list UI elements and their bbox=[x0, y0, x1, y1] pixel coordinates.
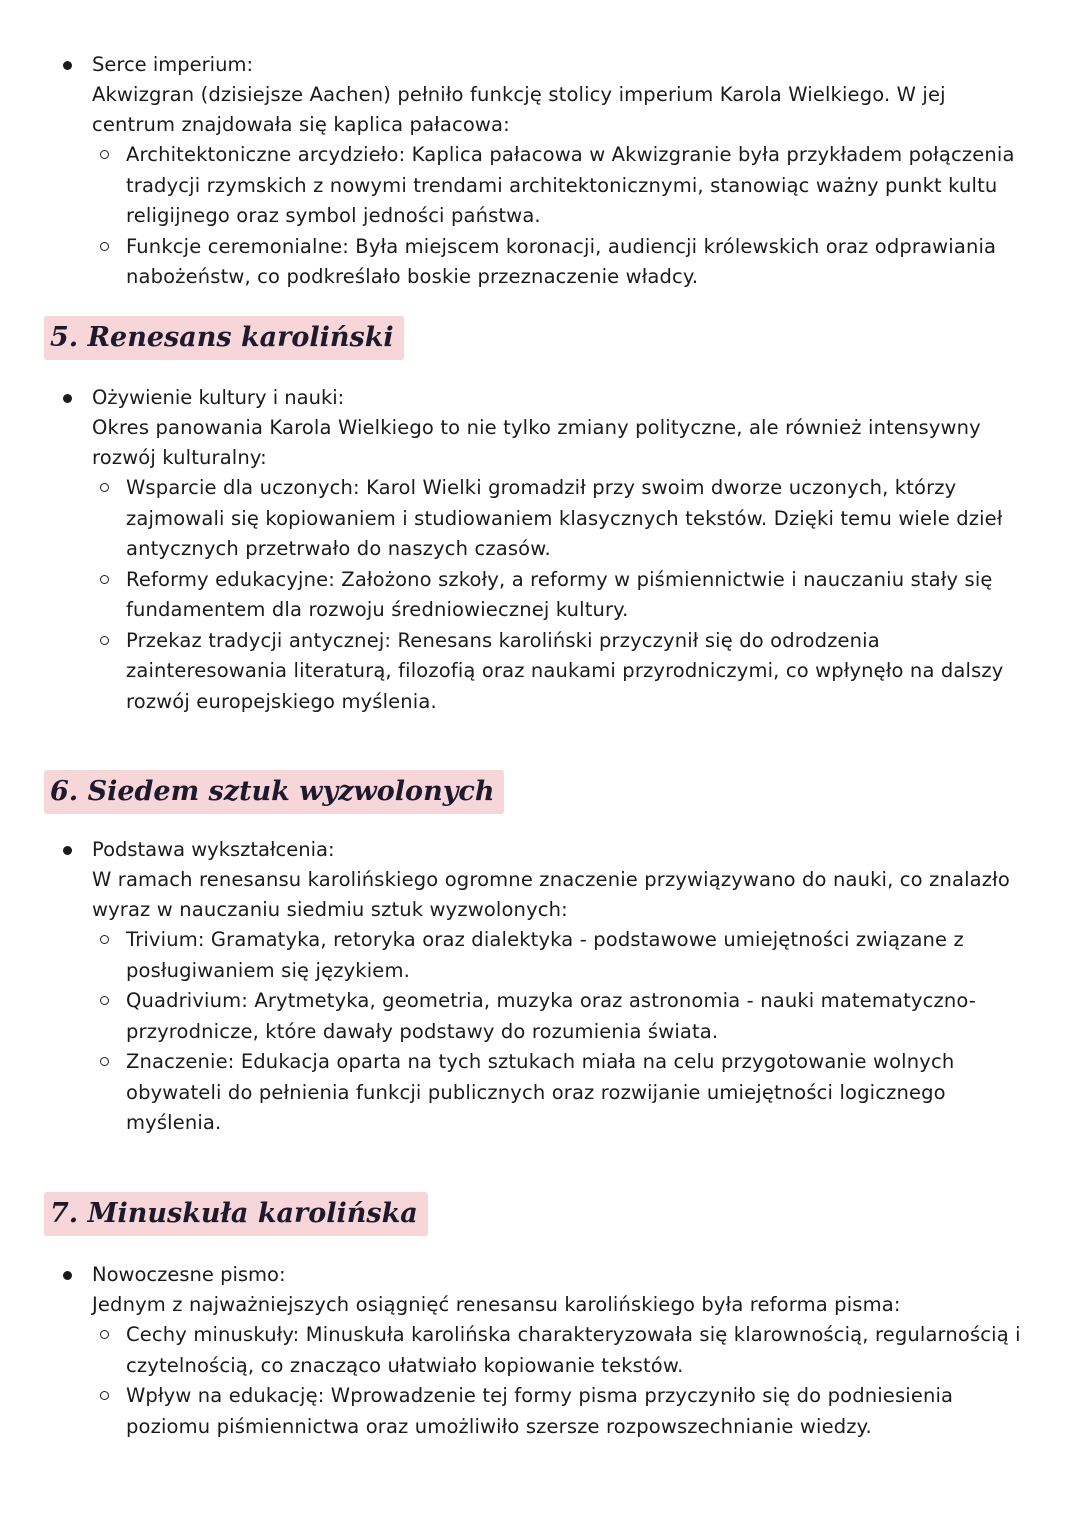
paragraph: Akwizgran (dzisiejsze Aachen) pełniło funkcję stolicy imperium Karola Wielkiego. W jej centrum znajdowała się kaplica pałacowa: bbox=[92, 83, 946, 136]
paragraph: Jednym z najważniejszych osiągnięć renesansu karolińskiego była reforma pisma: bbox=[92, 1293, 901, 1316]
circle-bullet-icon bbox=[100, 1057, 109, 1066]
bullet-item bbox=[0, 383, 1080, 413]
paragraph: Okres panowania Karola Wielkiego to nie tylko zmiany polityczne, ale również intensywny rozwój kulturalny: bbox=[92, 416, 981, 469]
sub-item-text: Quadrivium: Arytmetyka, geometria, muzyka oraz astronomia - nauki matematyczno-przyrodnicze, które dawały podstawy do rozumienia świata. bbox=[126, 989, 976, 1043]
sub-item-text: Znaczenie: Edukacja oparta na tych sztukach miała na celu przygotowanie wolnych obywateli do pełnienia funkcji publicznych oraz rozwijanie umiejętności logicznego myślenia. bbox=[126, 1050, 955, 1134]
sub-item bbox=[0, 626, 1080, 718]
bullet-title: Podstawa wykształcenia: bbox=[92, 838, 335, 861]
sub-item bbox=[0, 473, 1080, 565]
bullet-dot-icon bbox=[63, 394, 72, 403]
section-heading: 6. Siedem sztuk wyzwolonych bbox=[44, 770, 504, 814]
section-serce-imperium bbox=[0, 50, 1080, 293]
circle-bullet-icon bbox=[100, 575, 109, 584]
sub-item-text: Przekaz tradycji antycznej: Renesans karoliński przyczynił się do odrodzenia zainteresowania literaturą, filozofią oraz naukami przyrodniczymi, co wpłynęło na dalszy rozwój europejskiego myślenia. bbox=[126, 628, 1004, 713]
sub-item bbox=[0, 1320, 1080, 1381]
sub-item-text: Trivium: Gramatyka, retoryka oraz dialektyka - podstawowe umiejętności związane z posługiwaniem się językiem. bbox=[126, 928, 964, 982]
bullet-item bbox=[0, 835, 1080, 865]
sub-item-text: Architektoniczne arcydzieło: Kaplica pałacowa w Akwizgranie była przykładem połączenia tradycji rzymskich z nowymi trendami architektonicznymi, stanowiąc ważny punkt kultu religijnego oraz symbol jedności państwa. bbox=[126, 143, 1015, 227]
bullet-dot-icon bbox=[63, 61, 72, 70]
section-heading: 5. Renesans karoliński bbox=[44, 316, 404, 360]
bullet-title: Serce imperium: bbox=[92, 53, 254, 76]
circle-bullet-icon bbox=[100, 636, 109, 645]
circle-bullet-icon bbox=[100, 1391, 109, 1400]
circle-bullet-icon bbox=[100, 150, 109, 159]
sub-item bbox=[0, 565, 1080, 626]
bullet-dot-icon bbox=[63, 1271, 72, 1280]
circle-bullet-icon bbox=[100, 483, 109, 492]
bullet-dot-icon bbox=[63, 846, 72, 855]
bullet-item bbox=[0, 1260, 1080, 1290]
circle-bullet-icon bbox=[100, 1330, 109, 1339]
sub-item-text: Funkcje ceremonialne: Była miejscem koronacji, audiencji królewskich oraz odprawiania nabożeństw, co podkreślało boskie przeznaczenie władcy. bbox=[126, 234, 997, 288]
circle-bullet-icon bbox=[100, 242, 109, 251]
section-minuskula-karolinska bbox=[0, 1260, 1080, 1442]
circle-bullet-icon bbox=[100, 935, 109, 944]
bullet-title: Nowoczesne pismo: bbox=[92, 1263, 286, 1286]
sub-item-text: Reformy edukacyjne: Założono szkoły, a reformy w piśmiennictwie i nauczaniu stały się fundamentem dla rozwoju średniowiecznej kultury. bbox=[126, 567, 993, 621]
section-heading: 7. Minuskuła karolińska bbox=[44, 1192, 428, 1236]
section-siedem-sztuk bbox=[0, 835, 1080, 1139]
sub-item-text: Cechy minuskuły: Minuskuła karolińska charakteryzowała się klarownością, regularnością i czytelnością, co znacząco ułatwiało kopiowanie tekstów. bbox=[126, 1323, 1021, 1377]
sub-item-text: Wpływ na edukację: Wprowadzenie tej formy pisma przyczyniło się do podniesienia poziomu piśmiennictwa oraz umożliwiło szersze rozpowszechnianie wiedzy. bbox=[126, 1384, 954, 1438]
sub-item bbox=[0, 140, 1080, 232]
bullet-title: Ożywienie kultury i nauki: bbox=[92, 386, 345, 409]
section-renesans-karolinski bbox=[0, 383, 1080, 717]
sub-item bbox=[0, 232, 1080, 293]
paragraph: W ramach renesansu karolińskiego ogromne znaczenie przywiązywano do nauki, co znalazło wyraz w nauczaniu siedmiu sztuk wyzwolonych: bbox=[92, 868, 1010, 921]
sub-item bbox=[0, 925, 1080, 986]
sub-item bbox=[0, 986, 1080, 1047]
sub-item-text: Wsparcie dla uczonych: Karol Wielki gromadził przy swoim dworze uczonych, którzy zajmowali się kopiowaniem i studiowaniem klasycznych tekstów. Dzięki temu wiele dzieł antycznych przetrwało do naszych czasów. bbox=[126, 476, 1003, 560]
sub-item bbox=[0, 1047, 1080, 1139]
circle-bullet-icon bbox=[100, 996, 109, 1005]
bullet-item bbox=[0, 50, 1080, 80]
sub-item bbox=[0, 1381, 1080, 1442]
